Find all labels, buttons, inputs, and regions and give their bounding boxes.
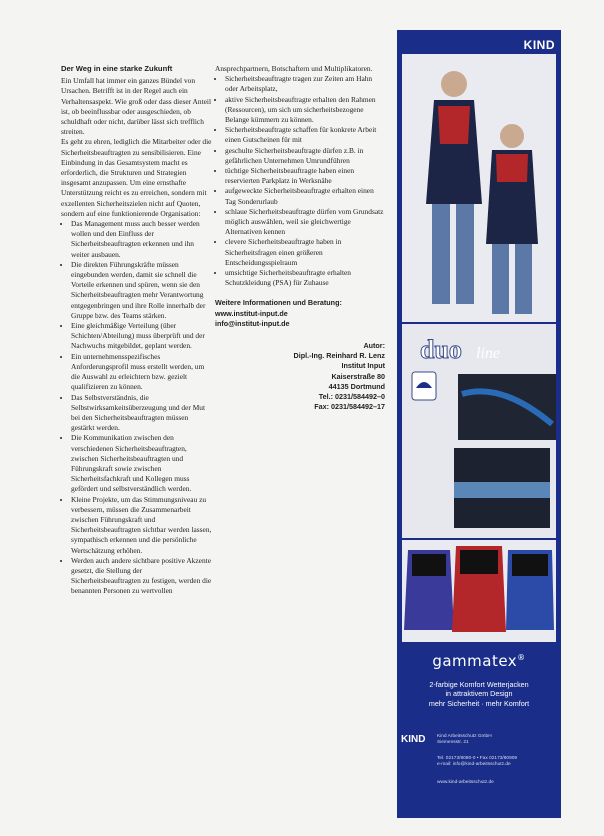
- paragraph: Ansprechpartnern, Botschaftern und Multiplikatoren.: [215, 64, 373, 73]
- city: 44135 Dortmund: [328, 381, 385, 391]
- list-item: • schlaue Sicherheitsbeauftragte dürfen vom Grundsatz möglich auswählen, weil sie gleichwertige Alternativen kennen: [225, 207, 385, 238]
- kind-logo: KIND: [523, 38, 555, 52]
- list-item: • Sicherheitsbeauftragte schaffen für konkrete Arbeit einen Gutscheinen für mit: [225, 125, 385, 145]
- author-block: [215, 341, 385, 412]
- jacket-detail-photo: [402, 324, 556, 538]
- info-title: Weitere Informationen und Beratung:: [215, 298, 342, 308]
- duoline-logo: duo: [420, 335, 462, 364]
- list-item: • Das Management muss auch besser werden wollen und den Einfluss der Sicherheitsbeauftragten erkennen und ihn weiter ausbauen.: [71, 219, 213, 260]
- bullet-list: [215, 74, 385, 288]
- ad-contact: Tel. 02173/8090-0 • Fax 02173/80909 e-mail: info@kind-arbeitsschutz.de: [437, 756, 518, 767]
- list-item: • geschulte Sicherheitsbeauftragte dürfen z.B. in gefährlichen Unternehmen Umrundführen: [225, 146, 385, 166]
- list-item: • Eine gleichmäßige Verteilung (über Schichten/Abteilung) muss überprüft und der Nachwuchs mitgebildet, geplant werden.: [71, 321, 213, 352]
- paragraph: Es geht zu ehren, lediglich die Mitarbeiter oder die Sicherheitsbeauftragten zu sensibilisieren. Eine Einbindung in das Gesamtsystem macht es erforderlich, die Strukturen und Strategien insgesamt anzupassen. Um eine ernsthafte Unterstützung reicht es zu erreichen, sondern mit exzellenten Sicherheitszielen nicht auf Quoten, sondern auf eine funktionierende Organisation:: [61, 137, 212, 218]
- jackets-photo: [402, 540, 556, 642]
- phone: Tel.: 0231/584492–0: [318, 392, 385, 402]
- svg-text:line: line: [476, 345, 500, 362]
- street: Kaiserstraße 80: [331, 371, 385, 381]
- list-item: • aufgeweckte Sicherheitsbeauftragte erhalten einen Tag Sonderurlaub: [225, 186, 385, 206]
- paragraph: Ein Umfall hat immer ein ganzes Bündel von Ursachen. Betrifft ist in der Regel auch ein Verhaltensaspekt. Wie groß oder dass dieser Anteil ist, ob beeinflussbar oder ausgeschieden, ob schuldhaft oder nicht, darüber lässt sich trefflich streiten.: [61, 76, 212, 137]
- list-item: • aktive Sicherheitsbeauftragte erhalten den Rahmen (Ressourcen), um sich um sicherheitsbezogene Belange kümmern zu können.: [225, 95, 385, 126]
- models-photo: [402, 54, 556, 322]
- list-item: • Die direkten Führungskräfte müssen eingebunden werden, damit sie schnell die Vorteile erkennen und spüren, wenn sie den Sicherheitsbeauftragten mehr Verantwortung entgegenbringen und ihre Rolle innerhalb der Gruppe bzw. des Teams stärken.: [71, 260, 213, 321]
- kind-footer-logo: KIND: [401, 734, 426, 745]
- list-item: • Ein unternehmensspezifisches Anforderungsprofil muss erstellt werden, um die Auswahl zu erleichtern bzw. gezielt qualifizieren zu können.: [71, 352, 213, 393]
- article-heading: Der Weg in eine starke Zukunft: [61, 64, 173, 73]
- list-item: • Die Kommunikation zwischen den verschiedenen Sicherheitsbeauftragten, zwischen Sicherheitsbeauftragten und Führungskraft sowie zwischen Sicherheitsfachkraft und Kollegen muss gefördert und selbstverständlich werden.: [71, 433, 213, 494]
- ad-address: Kind Arbeitsschutz GmbH Siemensstr. 21: [437, 734, 492, 745]
- info-url-link[interactable]: www.institut-input.de: [215, 308, 288, 318]
- article-column-right: [215, 64, 385, 413]
- author-label: Autor:: [363, 341, 385, 351]
- list-item: • Werden auch andere sichtbare positive Akzente gesetzt, die Stellung der Sicherheitsbeauftragten zu festigen, werden die benannten Personen zu wertvollen: [71, 556, 213, 597]
- list-item: • Sicherheitsbeauftragte tragen zur Zeiten am Hahn oder Arbeitsplatz,: [225, 74, 385, 94]
- contact-block: [215, 298, 385, 329]
- ad-claim: 2-farbige Komfort Wetterjacken in attraktivem Design mehr Sicherheit · mehr Komfort: [428, 680, 530, 708]
- bullet-list: [61, 219, 213, 597]
- list-item: • tüchtige Sicherheitsbeauftragte haben einen reservierten Parkplatz in Werksnähe: [225, 166, 385, 186]
- list-item: • Kleine Projekte, um das Stimmungsniveau zu verbessern, müssen die Zusammenarbeit zwischen Führungskraft und Sicherheitsbeauftragten sichtbar werden lassen, sympathisch erkennen und die persönliche Wertschätzung erhöhen.: [71, 495, 213, 556]
- fax: Fax: 0231/584492–17: [314, 402, 385, 412]
- info-email-link[interactable]: info@institut-input.de: [215, 318, 290, 328]
- list-item: • clevere Sicherheitsbeauftragte haben in Sicherheitsfragen einen größeren Entscheidungsspielraum: [225, 237, 385, 268]
- article-column-left: [61, 64, 213, 597]
- institute-name: Institut Input: [341, 361, 385, 371]
- list-item: • umsichtige Sicherheitsbeauftragte erhalten Schutzkleidung (PSA) für Zuhause: [225, 268, 385, 288]
- advertisement: [397, 30, 561, 818]
- author-name: Dipl.-Ing. Reinhard R. Lenz: [293, 351, 385, 361]
- ad-website-link[interactable]: www.kind-arbeitsschutz.de: [437, 780, 494, 785]
- gammatex-logo: gammatex®: [432, 652, 526, 670]
- list-item: • Das Selbstverständnis, die Selbstwirksamkeitsüberzeugung und der Mut bei den Sicherheitsbeauftragten müssen gestärkt werden.: [71, 393, 213, 434]
